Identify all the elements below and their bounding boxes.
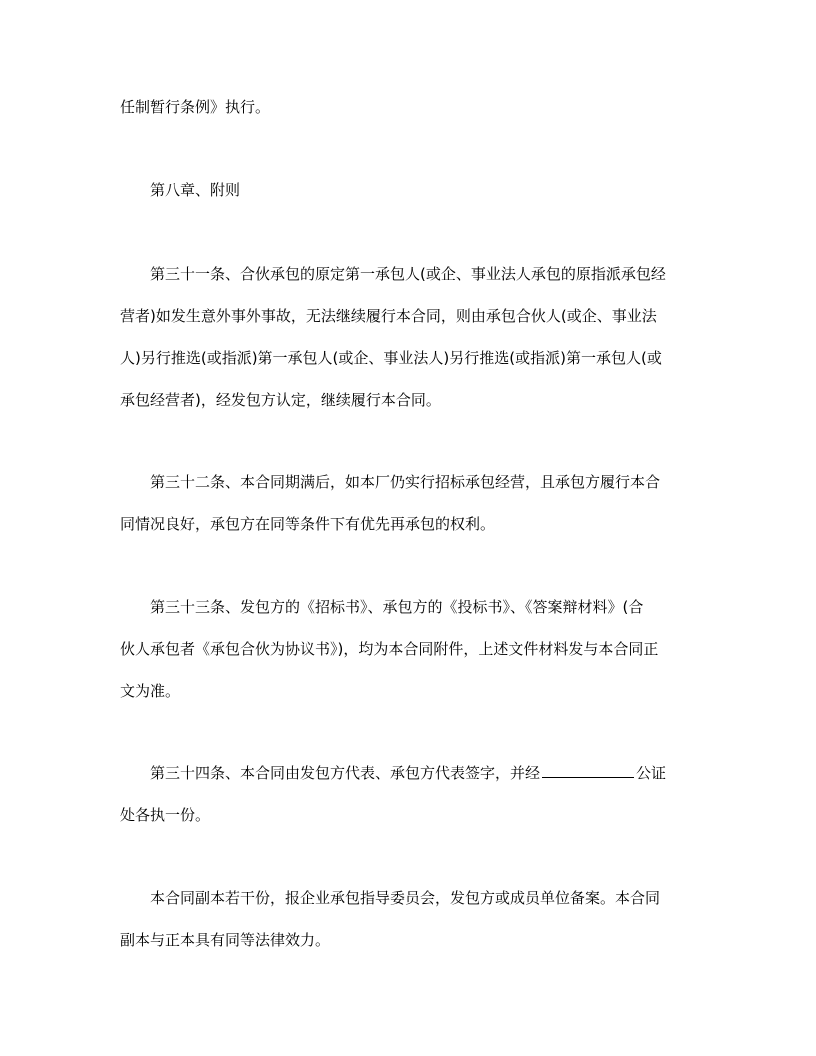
article-31-line-4: 承包经营者)，经发包方认定，继续履行本合同。 bbox=[120, 391, 441, 409]
article-32-line-1: 第三十二条、本合同期满后，如本厂仍实行招标承包经营，且承包方履行本合 bbox=[150, 473, 661, 491]
article-31-line-3: 人)另行推选(或指派)第一承包人(或企、事业法人)另行推选(或指派)第一承包人(或 bbox=[120, 349, 662, 367]
copy-clause-line-2: 副本与正本具有同等法律效力。 bbox=[120, 931, 331, 949]
article-33-line-3: 文为准。 bbox=[120, 682, 181, 700]
article-31-line-1: 第三十一条、合伙承包的原定第一承包人(或企、事业法人承包的原指派承包经 bbox=[150, 265, 666, 283]
article-33-line-1: 第三十三条、发包方的《招标书》、承包方的《投标书》、《答案辩材料》(合 bbox=[150, 598, 644, 616]
article-33-line-2: 伙人承包者《承包合伙为协议书》)，均为本合同附件，上述文件材料发与本合同正 bbox=[120, 640, 659, 658]
signature-blank[interactable] bbox=[542, 763, 634, 778]
article-34-line-1 bbox=[150, 763, 700, 783]
article-34-text-after-blank: 公证 bbox=[636, 764, 667, 782]
text-line: 任制暂行条例》执行。 bbox=[120, 98, 271, 116]
article-34-text-before-blank: 第三十四条、本合同由发包方代表、承包方代表签字，并经 bbox=[150, 764, 541, 782]
article-34-line-2: 处各执一份。 bbox=[120, 806, 211, 824]
chapter-heading: 第八章、附则 bbox=[150, 181, 241, 199]
article-32-line-2: 同情况良好，承包方在同等条件下有优先再承包的权利。 bbox=[120, 515, 496, 533]
article-31-line-2: 营者)如发生意外事外事故，无法继续履行本合同，则由承包合伙人(或企、事业法 bbox=[120, 307, 657, 325]
copy-clause-line-1: 本合同副本若干份，报企业承包指导委员会，发包方或成员单位备案。本合同 bbox=[150, 889, 661, 907]
